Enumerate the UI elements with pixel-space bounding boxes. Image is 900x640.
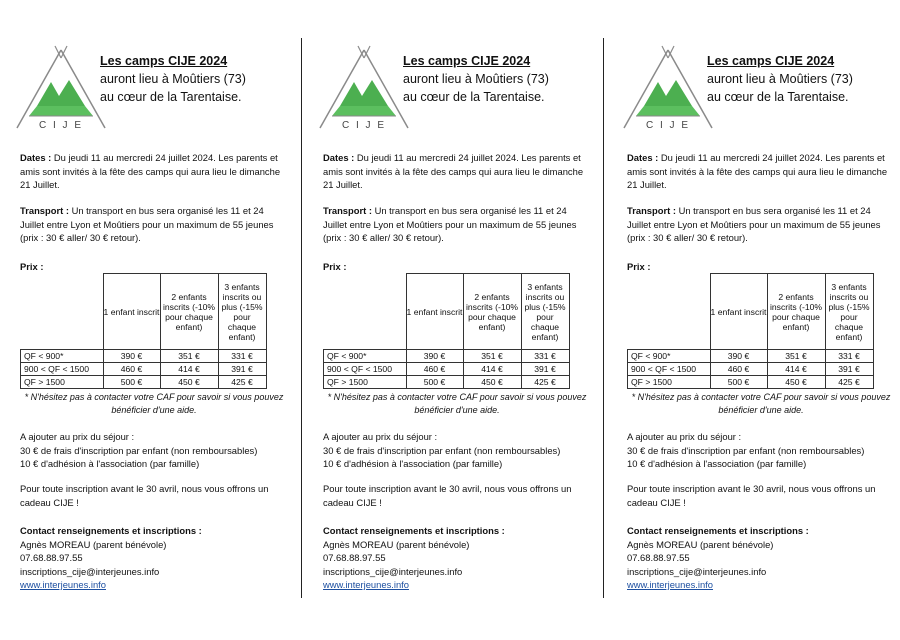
contact-phone: 07.68.88.97.55 bbox=[20, 552, 83, 563]
contact-name: Agnès MOREAU (parent bénévole) bbox=[323, 538, 470, 550]
dates-paragraph bbox=[20, 151, 288, 192]
flyer-column bbox=[607, 0, 900, 640]
ajouter-title: A ajouter au prix du séjour : bbox=[627, 431, 742, 442]
table-cell: 414 € bbox=[463, 363, 521, 376]
website-link[interactable]: www.interjeunes.info bbox=[627, 579, 713, 590]
table-row bbox=[324, 363, 570, 376]
ajouter-fee-adhesion: 10 € d'adhésion à l'association (par famille) bbox=[627, 458, 807, 469]
offre-paragraph: Pour toute inscription avant le 30 avril, nous vous offrons un cadeau CIJE ! bbox=[323, 483, 572, 508]
transport-paragraph bbox=[20, 204, 288, 245]
table-cell: 390 € bbox=[103, 350, 160, 363]
table-cell: 390 € bbox=[710, 350, 767, 363]
transport-text: Un transport en bus sera organisé les 11 et 24 Juillet entre Lyon et Moûtiers pour un maximum de 55 jeunes (prix : 30 € aller/ 30 € retour). bbox=[20, 205, 274, 243]
ajouter-fee-adhesion: 10 € d'adhésion à l'association (par famille) bbox=[323, 458, 503, 469]
contact-block bbox=[627, 524, 895, 592]
row-label: 900 < QF < 1500 bbox=[21, 363, 104, 376]
table-cell: 500 € bbox=[406, 376, 463, 389]
table-cell: 391 € bbox=[825, 363, 873, 376]
offre-paragraph: Pour toute inscription avant le 30 avril, nous vous offrons un cadeau CIJE ! bbox=[627, 483, 876, 508]
row-label: QF < 900* bbox=[324, 350, 407, 363]
transport-label: Transport : bbox=[627, 205, 676, 216]
table-cell: 450 € bbox=[160, 376, 218, 389]
contact-title: Contact renseignements et inscriptions : bbox=[323, 525, 505, 536]
table-cell: 500 € bbox=[710, 376, 767, 389]
table-cell: 391 € bbox=[218, 363, 266, 376]
table-cell: 450 € bbox=[463, 376, 521, 389]
price-table bbox=[627, 273, 874, 389]
contact-block bbox=[20, 524, 288, 592]
table-cell: 351 € bbox=[463, 350, 521, 363]
ajouter-fee-adhesion: 10 € d'adhésion à l'association (par famille) bbox=[20, 458, 200, 469]
transport-paragraph bbox=[627, 204, 895, 245]
flyer-location: auront lieu à Moûtiers (73) bbox=[100, 72, 246, 86]
table-cell: 331 € bbox=[218, 350, 266, 363]
flyer-region: au cœur de la Tarentaise. bbox=[707, 90, 849, 104]
table-cell: 351 € bbox=[767, 350, 825, 363]
table-cell: 425 € bbox=[825, 376, 873, 389]
header-cell: 3 enfants inscrits ou plus (-15% pour chaque enfant) bbox=[825, 274, 873, 350]
flyer-heading bbox=[707, 52, 853, 106]
cije-tent-logo bbox=[15, 44, 107, 136]
price-table bbox=[20, 273, 267, 389]
header-cell: 1 enfant inscrit bbox=[710, 274, 767, 350]
table-header-row bbox=[324, 274, 570, 350]
flyer-heading bbox=[403, 52, 549, 106]
header-cell: 3 enfants inscrits ou plus (-15% pour chaque enfant) bbox=[521, 274, 569, 350]
caf-note: * N'hésitez pas à contacter votre CAF pour savoir si vous pouvez bénéficier d'une aide. bbox=[631, 392, 891, 415]
header-cell: 1 enfant inscrit bbox=[406, 274, 463, 350]
table-cell: 331 € bbox=[825, 350, 873, 363]
contact-title: Contact renseignements et inscriptions : bbox=[20, 525, 202, 536]
contact-phone: 07.68.88.97.55 bbox=[627, 552, 690, 563]
caf-note: * N'hésitez pas à contacter votre CAF pour savoir si vous pouvez bénéficier d'une aide. bbox=[327, 392, 587, 415]
ajouter-fee-inscription: 30 € de frais d'inscription par enfant (non remboursables) bbox=[20, 444, 258, 456]
table-row bbox=[628, 350, 874, 363]
table-header-row bbox=[21, 274, 267, 350]
table-row bbox=[324, 376, 570, 389]
flyer-title: Les camps CIJE 2024 bbox=[100, 54, 228, 68]
offre-paragraph: Pour toute inscription avant le 30 avril, nous vous offrons un cadeau CIJE ! bbox=[20, 483, 269, 508]
contact-email[interactable]: inscriptions_cije@interjeunes.info bbox=[323, 565, 463, 577]
ajouter-title: A ajouter au prix du séjour : bbox=[20, 431, 135, 442]
row-label: 900 < QF < 1500 bbox=[324, 363, 407, 376]
header-cell: 2 enfants inscrits (-10% pour chaque enfant) bbox=[463, 274, 521, 350]
dates-label: Dates : bbox=[20, 152, 52, 163]
table-cell: 414 € bbox=[767, 363, 825, 376]
flyer-column bbox=[0, 0, 300, 640]
transport-text: Un transport en bus sera organisé les 11 et 24 Juillet entre Lyon et Moûtiers pour un maximum de 55 jeunes (prix : 30 € aller/ 30 € retour). bbox=[323, 205, 577, 243]
row-label: 900 < QF < 1500 bbox=[628, 363, 711, 376]
table-row bbox=[628, 363, 874, 376]
flyer-region: au cœur de la Tarentaise. bbox=[100, 90, 242, 104]
ajouter-block bbox=[627, 430, 895, 471]
row-label: QF > 1500 bbox=[628, 376, 711, 389]
table-header-row bbox=[628, 274, 874, 350]
table-row bbox=[628, 376, 874, 389]
table-cell: 500 € bbox=[103, 376, 160, 389]
table-cell: 391 € bbox=[521, 363, 569, 376]
table-cell: 390 € bbox=[406, 350, 463, 363]
table-cell: 460 € bbox=[710, 363, 767, 376]
logo-text: C I J E bbox=[341, 120, 387, 131]
transport-paragraph bbox=[323, 204, 591, 245]
contact-email[interactable]: inscriptions_cije@interjeunes.info bbox=[20, 565, 160, 577]
table-cell: 425 € bbox=[218, 376, 266, 389]
flyer-location: auront lieu à Moûtiers (73) bbox=[403, 72, 549, 86]
table-cell: 460 € bbox=[103, 363, 160, 376]
contact-title: Contact renseignements et inscriptions : bbox=[627, 525, 809, 536]
flyer-region: au cœur de la Tarentaise. bbox=[403, 90, 545, 104]
row-label: QF < 900* bbox=[628, 350, 711, 363]
header-cell: 2 enfants inscrits (-10% pour chaque enfant) bbox=[160, 274, 218, 350]
flyer-column bbox=[303, 0, 603, 640]
flyer-location: auront lieu à Moûtiers (73) bbox=[707, 72, 853, 86]
transport-label: Transport : bbox=[323, 205, 372, 216]
caf-note: * N'hésitez pas à contacter votre CAF pour savoir si vous pouvez bénéficier d'une aide. bbox=[24, 392, 284, 415]
dates-paragraph bbox=[627, 151, 895, 192]
table-cell: 450 € bbox=[767, 376, 825, 389]
flyer-heading bbox=[100, 52, 246, 106]
logo-text: C I J E bbox=[645, 120, 691, 131]
ajouter-fee-inscription: 30 € de frais d'inscription par enfant (non remboursables) bbox=[627, 444, 865, 456]
prix-label: Prix : bbox=[323, 261, 347, 272]
ajouter-title: A ajouter au prix du séjour : bbox=[323, 431, 438, 442]
row-label: QF < 900* bbox=[21, 350, 104, 363]
row-label: QF > 1500 bbox=[324, 376, 407, 389]
dates-text: Du jeudi 11 au mercredi 24 juillet 2024. Les parents et amis sont invités à la fête des camps qui aura lieu le dimanche 21 Juillet. bbox=[323, 152, 584, 190]
header-cell: 1 enfant inscrit bbox=[103, 274, 160, 350]
dates-paragraph bbox=[323, 151, 591, 192]
header-cell: 3 enfants inscrits ou plus (-15% pour chaque enfant) bbox=[218, 274, 266, 350]
dates-text: Du jeudi 11 au mercredi 24 juillet 2024. Les parents et amis sont invités à la fête des camps qui aura lieu le dimanche 21 Juillet. bbox=[627, 152, 888, 190]
contact-phone: 07.68.88.97.55 bbox=[323, 552, 386, 563]
dates-label: Dates : bbox=[627, 152, 659, 163]
transport-text: Un transport en bus sera organisé les 11 et 24 Juillet entre Lyon et Moûtiers pour un maximum de 55 jeunes (prix : 30 € aller/ 30 € retour). bbox=[627, 205, 881, 243]
table-row bbox=[21, 363, 267, 376]
column-divider bbox=[603, 38, 604, 598]
dates-label: Dates : bbox=[323, 152, 355, 163]
table-cell: 414 € bbox=[160, 363, 218, 376]
ajouter-fee-inscription: 30 € de frais d'inscription par enfant (non remboursables) bbox=[323, 444, 561, 456]
table-row bbox=[21, 376, 267, 389]
transport-label: Transport : bbox=[20, 205, 69, 216]
price-table bbox=[323, 273, 570, 389]
cije-tent-logo bbox=[622, 44, 714, 136]
website-link[interactable]: www.interjeunes.info bbox=[20, 579, 106, 590]
contact-email[interactable]: inscriptions_cije@interjeunes.info bbox=[627, 565, 767, 577]
flyer-title: Les camps CIJE 2024 bbox=[403, 54, 531, 68]
table-cell: 460 € bbox=[406, 363, 463, 376]
website-link[interactable]: www.interjeunes.info bbox=[323, 579, 409, 590]
table-cell: 351 € bbox=[160, 350, 218, 363]
column-divider bbox=[301, 38, 302, 598]
logo-text: C I J E bbox=[38, 120, 84, 131]
table-row bbox=[324, 350, 570, 363]
table-cell: 425 € bbox=[521, 376, 569, 389]
flyer-title: Les camps CIJE 2024 bbox=[707, 54, 835, 68]
contact-block bbox=[323, 524, 591, 592]
prix-label: Prix : bbox=[20, 261, 44, 272]
contact-name: Agnès MOREAU (parent bénévole) bbox=[627, 538, 774, 550]
ajouter-block bbox=[323, 430, 591, 471]
ajouter-block bbox=[20, 430, 288, 471]
dates-text: Du jeudi 11 au mercredi 24 juillet 2024. Les parents et amis sont invités à la fête des camps qui aura lieu le dimanche 21 Juillet. bbox=[20, 152, 281, 190]
contact-name: Agnès MOREAU (parent bénévole) bbox=[20, 538, 167, 550]
cije-tent-logo bbox=[318, 44, 410, 136]
header-cell: 2 enfants inscrits (-10% pour chaque enfant) bbox=[767, 274, 825, 350]
table-cell: 331 € bbox=[521, 350, 569, 363]
prix-label: Prix : bbox=[627, 261, 651, 272]
table-row bbox=[21, 350, 267, 363]
row-label: QF > 1500 bbox=[21, 376, 104, 389]
